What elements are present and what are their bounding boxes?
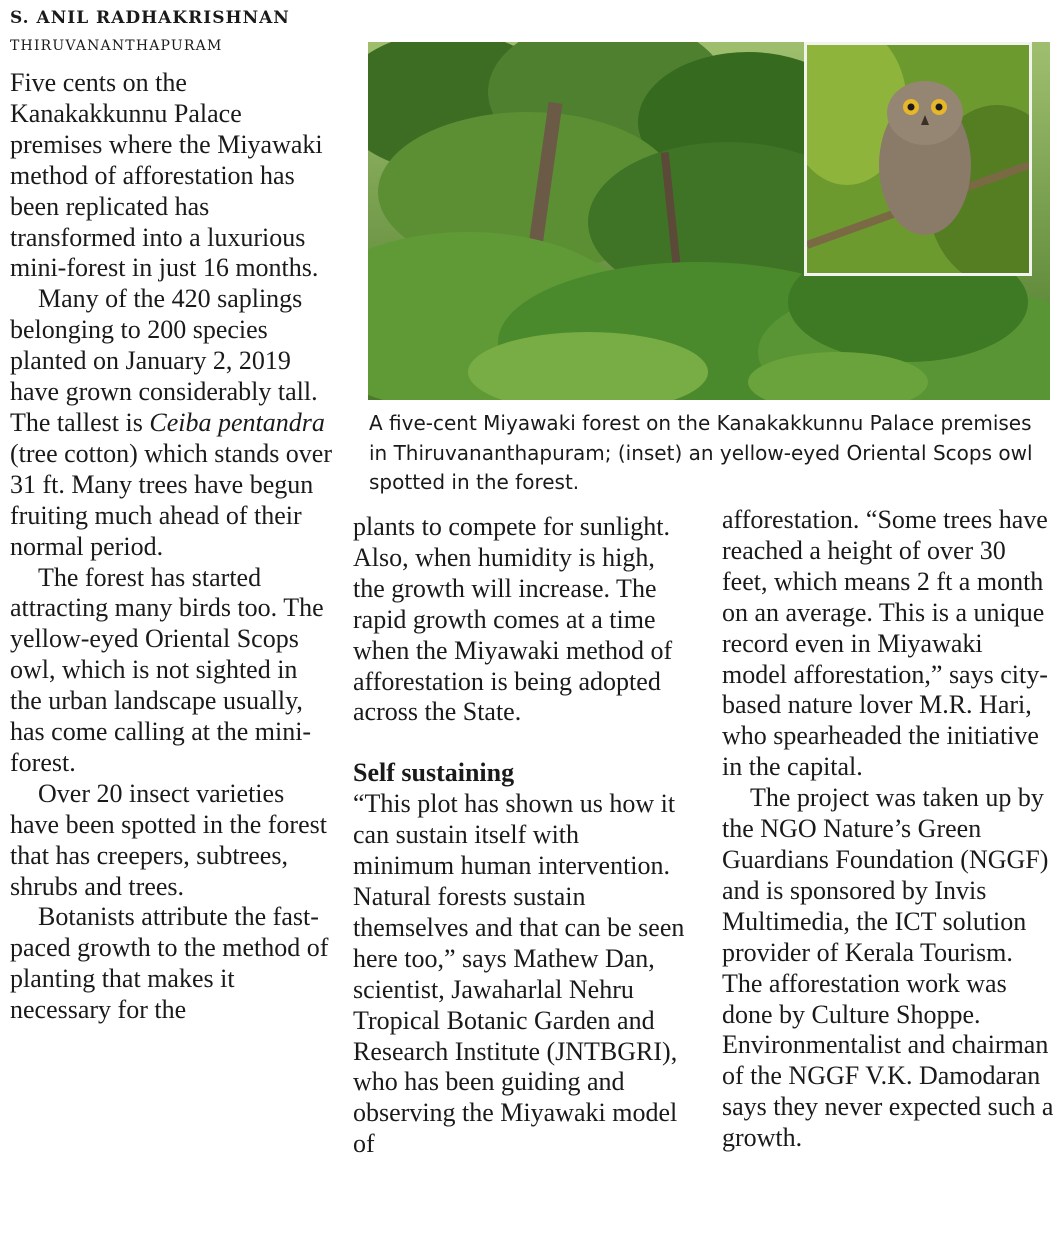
paragraph-continued: plants to compete for sunlight. Also, when humidity is high, the growth will increase. The rapid growth comes at a time when the Miyawaki method of afforestation is being adopted across the State. xyxy=(353,512,673,727)
owl-inset-photo xyxy=(804,42,1032,276)
section-subhead: Self sustaining xyxy=(353,758,515,788)
byline-author: S. ANIL RADHAKRISHNAN xyxy=(10,8,290,28)
paragraph: The project was taken up by the NGO Nature’s Green Guardians Foundation (NGGF) and is sponsored by Invis Multimedia, the ICT solution provider of Kerala Tourism. The afforestation work was done by Culture Shoppe. Environmentalist and chairman of the NGGF V.K. Damodaran says they never expected such a growth. xyxy=(722,783,1054,1153)
paragraph: Five cents on the Kanakakkunnu Palace premises where the Miyawaki method of afforestation has been replicated has transformed into a luxurious mini-forest in just 16 months. xyxy=(10,68,323,283)
paragraph xyxy=(10,284,332,562)
paragraph: Over 20 insect varieties have been spotted in the forest that has creepers, subtrees, shrubs and trees. xyxy=(10,778,327,901)
paragraph-continued: afforestation. “Some trees have reached a height of over 30 feet, which means 2 ft a month on an average. This is a unique record even in Miyawaki model afforestation,” says city-based nature lover M.R. Hari, who spearheaded the initiative in the capital. xyxy=(722,505,1048,782)
paragraph-text: (tree cotton) which stands over 31 ft. Many trees have begun fruiting much ahead of their normal period. xyxy=(10,438,333,561)
byline-place: THIRUVANANTHAPURAM xyxy=(10,38,223,54)
article-column-2 xyxy=(353,512,685,1160)
paragraph: “This plot has shown us how it can sustain itself with minimum human intervention. Natural forests sustain themselves and that can be seen here too,” says Mathew Dan, scientist, Jawaharlal Nehru Tropical Botanic Garden and Research Institute (JNTBGRI), who has been guiding and observing the Miyawaki model of xyxy=(353,789,685,1159)
paragraph: Botanists attribute the fast-paced growth to the method of planting that makes it necessary for the xyxy=(10,902,329,1025)
article-column-3 xyxy=(722,505,1054,1154)
paragraph: The forest has started attracting many birds too. The yellow-eyed Oriental Scops owl, which is not sighted in the urban landscape usually, has come calling at the mini-forest. xyxy=(10,562,324,777)
photo-caption: A five-cent Miyawaki forest on the Kanakakkunnu Palace premises in Thiruvananthapuram; (inset) an yellow-eyed Oriental Scops owl spotted in the forest. xyxy=(369,411,1033,494)
article-column-1 xyxy=(10,68,332,1026)
species-name: Ceiba pentandra xyxy=(149,407,325,437)
paragraph-text: Many of the 420 saplings belonging to 200 species planted on January 2, 2019 have grown considerably tall. The tallest is xyxy=(10,284,318,437)
owl-photo xyxy=(807,45,1029,273)
